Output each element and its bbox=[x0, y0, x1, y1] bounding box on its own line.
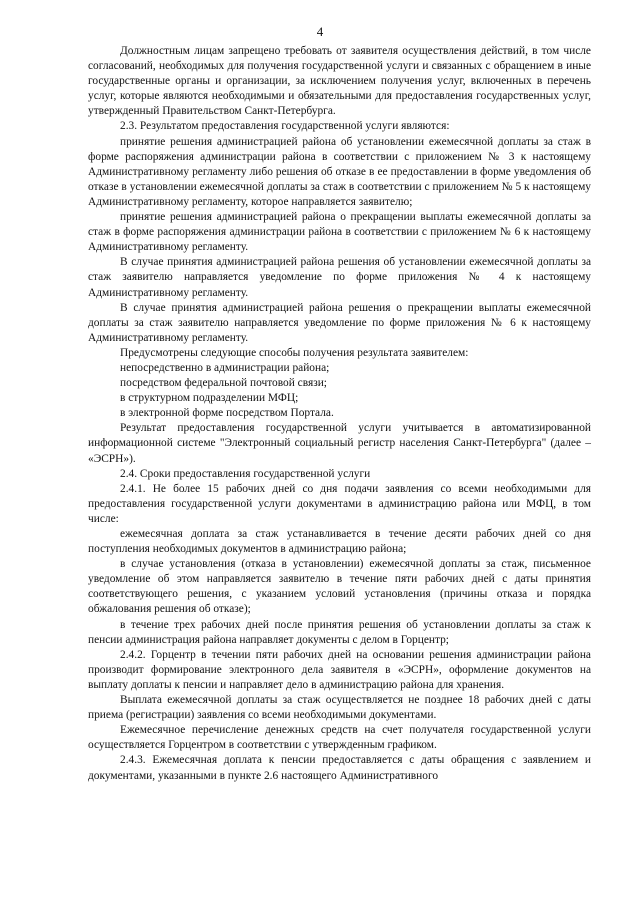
paragraph: в случае установления (отказа в установлении) ежемесячной доплаты за стаж, письменное уведомление об этом направляется заявителю в течение пяти рабочих дней с даты принятия соответствующего решения, с указанием условий установления (причины отказа и порядка обжалования решения об отказе); bbox=[88, 558, 591, 616]
paragraph: 2.4.2. Горцентр в течении пяти рабочих дней на основании решения администрации района производит формирование электронного дела заявителя в «ЭСРН», оформление документов на выплату доплаты к пенсии и направляет дело в администрацию района для хранения. bbox=[88, 648, 591, 691]
page-number: 4 bbox=[316, 24, 324, 39]
paragraph: Результат предоставления государственной услуги учитывается в автоматизированной информационной системе "Электронный социальный регистр населения Санкт-Петербурга" (далее – «ЭСРН»). bbox=[88, 422, 591, 465]
list-item: в структурном подразделении МФЦ; bbox=[120, 392, 299, 405]
paragraph: Должностным лицам запрещено требовать от заявителя осуществления действий, в том числе согласований, необходимых для получения государственной услуги и связанных с обращением в иные государственные органы и организации, за исключением получения услуг, включенных в перечень услуг, которые являются необходимыми и обязательными для предоставления государственных услуг, утвержденный Правительством Санкт-Петербурга. bbox=[88, 45, 591, 118]
paragraph: 2.3. Результатом предоставления государственной услуги являются: bbox=[120, 120, 450, 133]
paragraph: Ежемесячное перечисление денежных средств на счет получателя государственной услуги осуществляется Горцентром в соответствии с утвержденным графиком. bbox=[88, 724, 591, 752]
section-heading: 2.4. Сроки предоставления государственной услуги bbox=[120, 467, 371, 480]
list-item: посредством федеральной почтовой связи; bbox=[120, 377, 327, 390]
paragraph: принятие решения администрацией района о прекращении выплаты ежемесячной доплаты за стаж в форме распоряжения администрации района в соответствии с приложением № 6 к настоящему Административному регламенту. bbox=[88, 211, 591, 254]
paragraph: Предусмотрены следующие способы получения результата заявителем: bbox=[120, 346, 469, 359]
paragraph: В случае принятия администрацией района решения об установлении ежемесячной доплаты за стаж заявителю направляется уведомление по форме приложения № 4 к настоящему Административному регламенту. bbox=[88, 256, 591, 299]
paragraph: Выплата ежемесячной доплаты за стаж осуществляется не позднее 18 рабочих дней с даты приема (регистрации) заявления со всеми необходимыми документами. bbox=[88, 694, 591, 722]
paragraph: В случае принятия администрацией района решения о прекращении выплаты ежемесячной доплаты за стаж заявителю направляется уведомление по форме приложения № 6 к настоящему Административному регламенту. bbox=[88, 301, 591, 344]
document-body bbox=[88, 44, 591, 784]
paragraph: 2.4.3. Ежемесячная доплата к пенсии предоставляется с даты обращения с заявлением и документами, указанными в пункте 2.6 настоящего Административного bbox=[88, 754, 591, 782]
paragraph: в течение трех рабочих дней после принятия решения об установлении доплаты за стаж к пенсии администрация района направляет документы с делом в Горцентр; bbox=[88, 618, 591, 646]
paragraph: принятие решения администрацией района об установлении ежемесячной доплаты за стаж в форме распоряжения администрации района в соответствии с приложением № 3 к настоящему Административному регламенту либо решения об отказе в ее предоставлении в форме уведомления об отказе в установлении ежемесячной доплаты за стаж в соответствии с приложением № 5 к настоящему Административному регламенту, которое направляется заявителю; bbox=[88, 135, 591, 208]
list-item: непосредственно в администрации района; bbox=[120, 361, 330, 374]
paragraph: ежемесячная доплата за стаж устанавливается в течение десяти рабочих дней со дня поступления необходимых документов в администрацию района; bbox=[88, 528, 591, 556]
paragraph: 2.4.1. Не более 15 рабочих дней со дня подачи заявления со всеми необходимыми для предоставления государственной услуги документами в администрацию района или МФЦ, в том числе: bbox=[88, 482, 591, 525]
list-item: в электронной форме посредством Портала. bbox=[120, 407, 334, 420]
